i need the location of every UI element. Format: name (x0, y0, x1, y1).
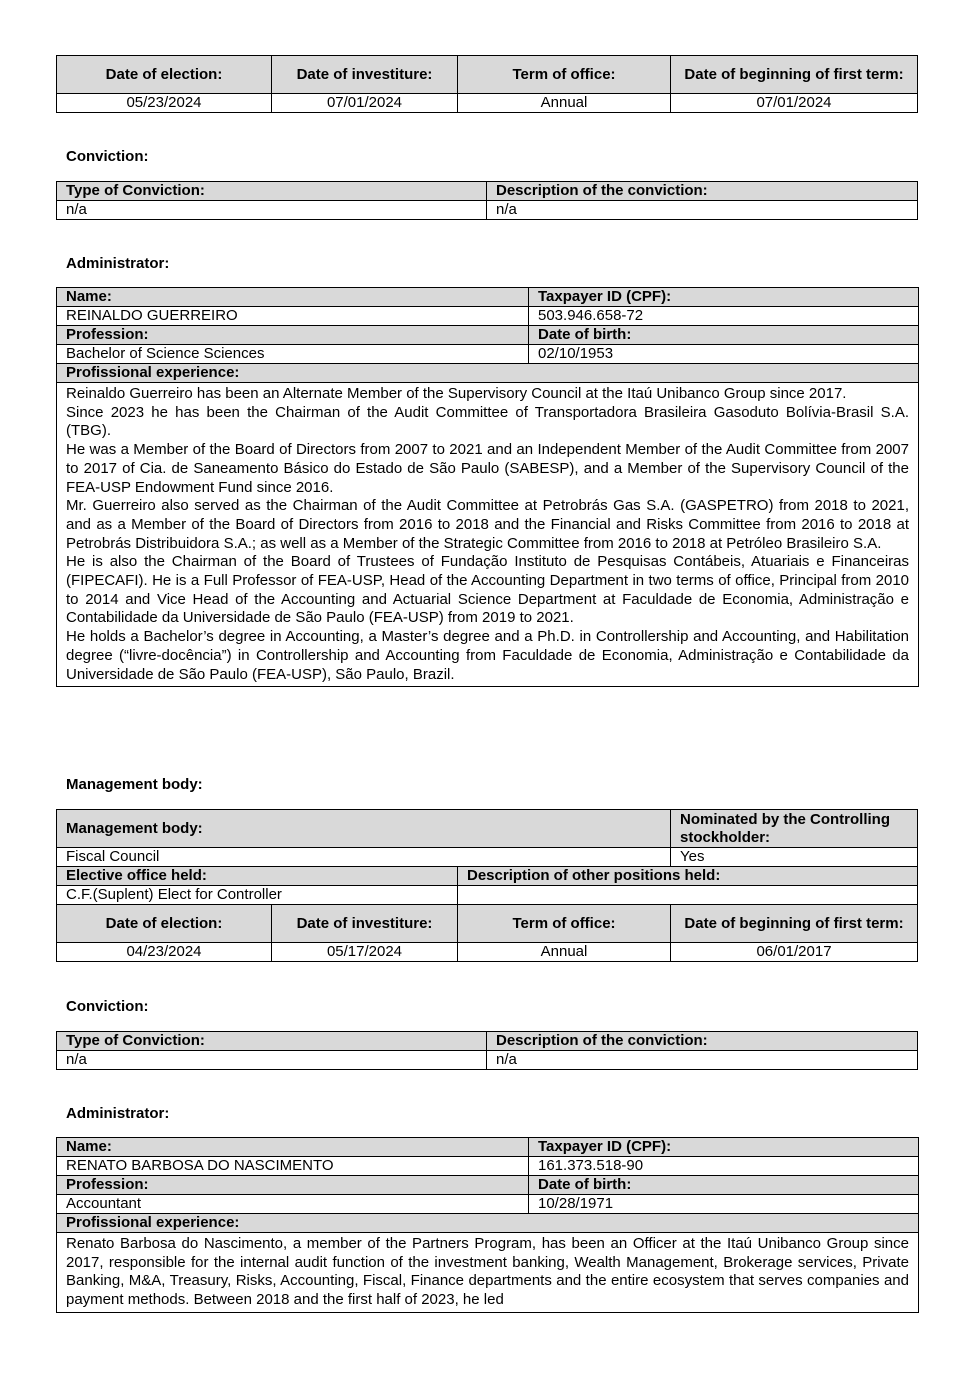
term-of-office-value: Annual (458, 94, 671, 113)
election-date-header: Date of election: (57, 56, 272, 94)
conviction-table-1 (56, 181, 918, 220)
experience-paragraph: He was a Member of the Board of Directors from 2007 to 2021 and an Independent Member of the Audit Committee from 2007 to 2017 of Cia. de Saneamento Básico do Estado de São Paulo (SABESP), and a Member of the Supervisory Council of the FEA-USP Endowment Fund since 2016. (66, 441, 909, 496)
first-term-date-header: Date of beginning of first term: (671, 905, 918, 943)
elective-office-header: Elective office held: (57, 867, 458, 886)
birth-date-value: 10/28/1971 (529, 1195, 919, 1214)
investiture-date-value: 07/01/2024 (272, 94, 458, 113)
birth-date-header: Date of birth: (529, 326, 919, 345)
profession-header: Profession: (57, 326, 529, 345)
conviction-type-header: Type of Conviction: (57, 1032, 487, 1051)
profession-header: Profession: (57, 1176, 529, 1195)
nominated-value: Yes (671, 848, 918, 867)
term-table-1 (56, 55, 918, 113)
experience-header: Profissional experience: (57, 1214, 919, 1233)
first-term-date-value: 07/01/2024 (671, 94, 918, 113)
experience-text (57, 1233, 919, 1313)
election-date-value: 05/23/2024 (57, 94, 272, 113)
cpf-value: 161.373.518-90 (529, 1157, 919, 1176)
experience-text (57, 383, 919, 687)
management-table (56, 809, 918, 962)
experience-header: Profissional experience: (57, 364, 919, 383)
elective-office-value: C.F.(Suplent) Elect for Controller (57, 886, 458, 905)
experience-paragraph: He is also the Chairman of the Board of Trustees of Fundação Instituto de Pesquisas Contábeis, Atuariais e Financeiras (FIPECAFI). He is a Full Professor of FEA-USP, Head of the Accounting Department in two terms of office, Principal from 2010 to 2014 and Vice Head of the Accounting and Actuarial Science Department at Faculdade de Economia, Administração e Contabilidade da Universidade de São Paulo (FEA-USP) from 2019 to 2021. (66, 553, 909, 627)
conviction-type-value: n/a (57, 1051, 487, 1070)
name-value: RENATO BARBOSA DO NASCIMENTO (57, 1157, 529, 1176)
experience-paragraph: Since 2023 he has been the Chairman of the Audit Committee of Transportadora Brasileira Gasoduto Bolívia-Brasil S.A. (TBG). (66, 403, 909, 440)
conviction-description-header: Description of the conviction: (487, 182, 918, 201)
administrator-table-2 (56, 1137, 919, 1313)
profession-value: Bachelor of Science Sciences (57, 345, 529, 364)
profession-value: Accountant (57, 1195, 529, 1214)
nominated-header: Nominated by the Controlling stockholder: (671, 810, 918, 848)
first-term-date-value: 06/01/2017 (671, 943, 918, 962)
term-of-office-value: Annual (458, 943, 671, 962)
management-body-header: Management body: (57, 810, 671, 848)
administrator-table-1 (56, 287, 919, 687)
name-value: REINALDO GUERREIRO (57, 307, 529, 326)
term-of-office-header: Term of office: (458, 905, 671, 943)
experience-paragraph: Reinaldo Guerreiro has been an Alternate Member of the Supervisory Council at the Itaú Unibanco Group since 2017. (66, 385, 847, 402)
name-header: Name: (57, 288, 529, 307)
conviction-type-header: Type of Conviction: (57, 182, 487, 201)
other-positions-header: Description of other positions held: (458, 867, 918, 886)
management-body-value: Fiscal Council (57, 848, 671, 867)
election-date-value: 04/23/2024 (57, 943, 272, 962)
conviction-section-title-1: Conviction: (66, 148, 149, 165)
cpf-value: 503.946.658-72 (529, 307, 919, 326)
administrator-section-title-1: Administrator: (66, 255, 170, 272)
first-term-date-header: Date of beginning of first term: (671, 56, 918, 94)
experience-paragraph: He holds a Bachelor’s degree in Accounting, a Master’s degree and a Ph.D. in Controllership and Accounting, and Habilitation degree (“livre-docência”) in Controllership and Accounting from Faculdade de Economia, Administração e Contabilidade da Universidade de São Paulo (FEA-USP), São Paulo, Brazil. (66, 628, 909, 683)
conviction-table-2 (56, 1031, 918, 1070)
birth-date-header: Date of birth: (529, 1176, 919, 1195)
conviction-description-value: n/a (487, 201, 918, 220)
investiture-date-header: Date of investiture: (272, 905, 458, 943)
conviction-description-header: Description of the conviction: (487, 1032, 918, 1051)
other-positions-value (458, 886, 918, 905)
conviction-section-title-2: Conviction: (66, 998, 149, 1015)
birth-date-value: 02/10/1953 (529, 345, 919, 364)
investiture-date-value: 05/17/2024 (272, 943, 458, 962)
investiture-date-header: Date of investiture: (272, 56, 458, 94)
management-section-title: Management body: (66, 776, 203, 793)
administrator-section-title-2: Administrator: (66, 1105, 170, 1122)
term-of-office-header: Term of office: (458, 56, 671, 94)
election-date-header: Date of election: (57, 905, 272, 943)
conviction-description-value: n/a (487, 1051, 918, 1070)
name-header: Name: (57, 1138, 529, 1157)
conviction-type-value: n/a (57, 201, 487, 220)
cpf-header: Taxpayer ID (CPF): (529, 1138, 919, 1157)
experience-paragraph: Mr. Guerreiro also served as the Chairman of the Audit Committee at Petrobrás Gas S.A. (GASPETRO) from 2018 to 2021, and as a Member of the Board of Directors from 2016 to 2018 and the Financial and Risks Committee from 2016 to 2018 at Petrobrás Distribuidora S.A.; as well as a Member of the Strategic Committee from 2016 to 2018 at Petróleo Brasileiro S.A. (66, 497, 909, 552)
experience-paragraph: Renato Barbosa do Nascimento, a member of the Partners Program, has been an Officer at the Itaú Unibanco Group since 2017, responsible for the internal audit function of the investment banking, Wealth Management, Brokerage services, Private Banking, M&A, Treasury, Risks, Accounting, Fiscal, Finance departments and the entire ecosystem that serves companies and payment methods. Between 2018 and the first half of 2023, he led (66, 1235, 909, 1309)
cpf-header: Taxpayer ID (CPF): (529, 288, 919, 307)
